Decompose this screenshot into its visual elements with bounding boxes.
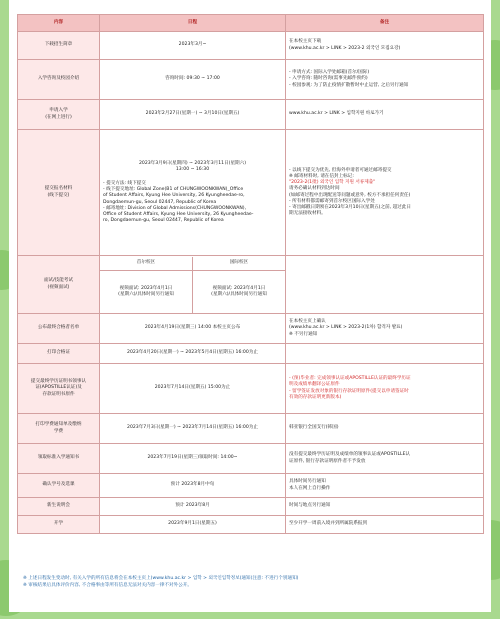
table-row: [18, 344, 484, 364]
footer-note-2: ※ 审核结果后具体评价内容, 不合格事由等所有信息无法对关内容一律不对外公开。: [23, 583, 193, 589]
row-date: 咨询时间: 09:30 ~ 17:00: [100, 60, 286, 100]
row-label: 领取标准入学通知书: [18, 444, 100, 474]
row-label: 打印学费通知单及缴纳 学费: [18, 414, 100, 444]
schedule-page: [9, 0, 491, 612]
schedule-table: [17, 14, 484, 534]
header-notes: 备注: [286, 15, 484, 32]
seoul-interview: 视频面试: 2023年4月1日 (星期六)/具体时间另行通知: [100, 271, 193, 313]
row-label: 公布最终合格者名单: [18, 314, 100, 344]
row-date: 2023年7月3日(星期一) ~ 2023年7月14日(星期五) 16:00为止: [100, 414, 286, 444]
row-note: 至少开学一周前入境并到所属院系报到: [286, 516, 484, 534]
row-note: [286, 344, 484, 364]
row-date: 2023年3月~: [100, 32, 286, 60]
global-interview: 视频面试: 2023年4月1日 (星期六)/具体时间另行通知: [193, 271, 286, 313]
table-row: [18, 60, 484, 100]
row-date: 2023年9月1日(星期五): [100, 516, 286, 534]
table-row: [18, 256, 484, 314]
header-row: [18, 15, 484, 32]
table-row: [18, 130, 484, 256]
row-date: 2023年7月19日(星期三)领取时间: 14:00~: [100, 444, 286, 474]
table-row: [18, 364, 484, 414]
table-row: [18, 444, 484, 474]
row-date: 2023年2月27日(星期一) ~ 3月10日(星期五): [100, 100, 286, 130]
row-note: - 以线下提交为优先, 但海外申请者可通过邮寄提交 ※ 邮寄材料时, 请在信封上标记: "2023-2(1批) 외국인 입학 지원 서류제출" 请务必确认材料到达时间 (如邮寄过程中出现配送等问题或意外, 校方不承担任何责任) - 所有材料都需邮寄到首尔校区国际入学处 - 寄出邮戳日期须在2023年3月10日(星期五)之前, 超过此日 期无法接收材料。: [286, 130, 484, 256]
interview-subtable: [100, 257, 285, 313]
row-note: 在本校主页上确认 (www.khu.ac.kr > LINK > 2023-2(1차) 합격자 발표) ※ 不另行通知: [286, 314, 484, 344]
row-note: 韩亚银行全国支行(韩国): [286, 414, 484, 444]
row-date: 2023年3月9日(星期四) ~ 2023年3月11日(星期六) 13:00 ~ 16:30 - 提交方法: 线下提交 - 线下提交地址: Global Zone(B1 of CHUNGWOONKWAN)_Office of Student Affairs, Kyung Hee University, 26 Kyungheedae-ro, Dongdaemun-gu, Seoul 02447, Republic of Korea - 邮寄地址: Division of Global Admissions(CHUNGWOONKWAN), Office of Student Affairs, Kyung Hee University, 26 Kyungheedae- ro, Dongdaemun-gu, Seoul 02447, Republic of Korea: [100, 130, 286, 256]
table-row: [18, 314, 484, 344]
row-label: 入学咨询及校园介绍: [18, 60, 100, 100]
row-label: 下载招生简章: [18, 32, 100, 60]
row-label: 提交最终学历证明书领事认 证(APOSTILLE认证)及 存款证明书原件: [18, 364, 100, 414]
row-note: 没有提交最终学历证明及成绩单的领事认证或APOSTILLE认 证原件, 银行存款证明原件者不予发放: [286, 444, 484, 474]
row-note: 时间与地点另行通知: [286, 498, 484, 516]
row-date: 2023年7月14日(星期五) 15:00为止: [100, 364, 286, 414]
row-note: 具体时间另行通知 本人在网上自行操作: [286, 474, 484, 498]
interview-cell: [100, 256, 286, 314]
table-row: [18, 32, 484, 60]
row-date: 预计 2023年8月: [100, 498, 286, 516]
table-row: [18, 498, 484, 516]
row-note: 在本校主页下载 (www.khu.ac.kr > LINK > 2023-2 외국인 모집요강): [286, 32, 484, 60]
footer-note-1: ※ 上述日程发生变动时, 有关入学的所有信息将会在本校主页上(www.khu.ac.kr > 입학 > 외국인입학정보)通知(注意: 不进行个别通知): [23, 576, 299, 581]
table-row: [18, 516, 484, 534]
campus-global: 国际校区: [193, 257, 286, 271]
row-date: 2023年4月20日(星期一) ~ 2023年5月4日(星期五) 16:00为止: [100, 344, 286, 364]
table-row: [18, 414, 484, 444]
row-date: 2023年4月19日(星期三) 14:00 本校主页公布: [100, 314, 286, 344]
row-label: 开学: [18, 516, 100, 534]
row-label: 新生说明会: [18, 498, 100, 516]
row-note: - 申请方式: 国际入学处邮箱(首尔/国际) - 入学咨询: 随时咨询(需事先邮件预约) - 校园参观: 为了防止疫情扩散暂时中止运营, 之后另行通知: [286, 60, 484, 100]
row-label: 提交报名材料 (线下提交): [18, 130, 100, 256]
row-label: 面试/技能考试 (视频面试): [18, 256, 100, 314]
row-date: 预计 2023年8月中旬: [100, 474, 286, 498]
footer-notes: [23, 575, 483, 590]
campus-seoul: 首尔校区: [100, 257, 193, 271]
header-content: 内容: [18, 15, 100, 32]
row-note: www.khu.ac.kr > LINK > 입학지원 바로가기: [286, 100, 484, 130]
table-row: [18, 474, 484, 498]
table-row: [18, 100, 484, 130]
header-schedule: 日程: [100, 15, 286, 32]
row-label: 确认学号及选课: [18, 474, 100, 498]
row-label: 打印合格证: [18, 344, 100, 364]
row-note: - (预)毕业者: 完成领事认证或APOSTILLE认证的最终学历证 明及成绩单翻译公证原件 - 留学签证发放对象的银行存款证明原件(提交以申请签证时 有效的存款证明更新版本): [286, 364, 484, 414]
row-label: 申请入学 (在网上进行): [18, 100, 100, 130]
row-note: [286, 256, 484, 314]
